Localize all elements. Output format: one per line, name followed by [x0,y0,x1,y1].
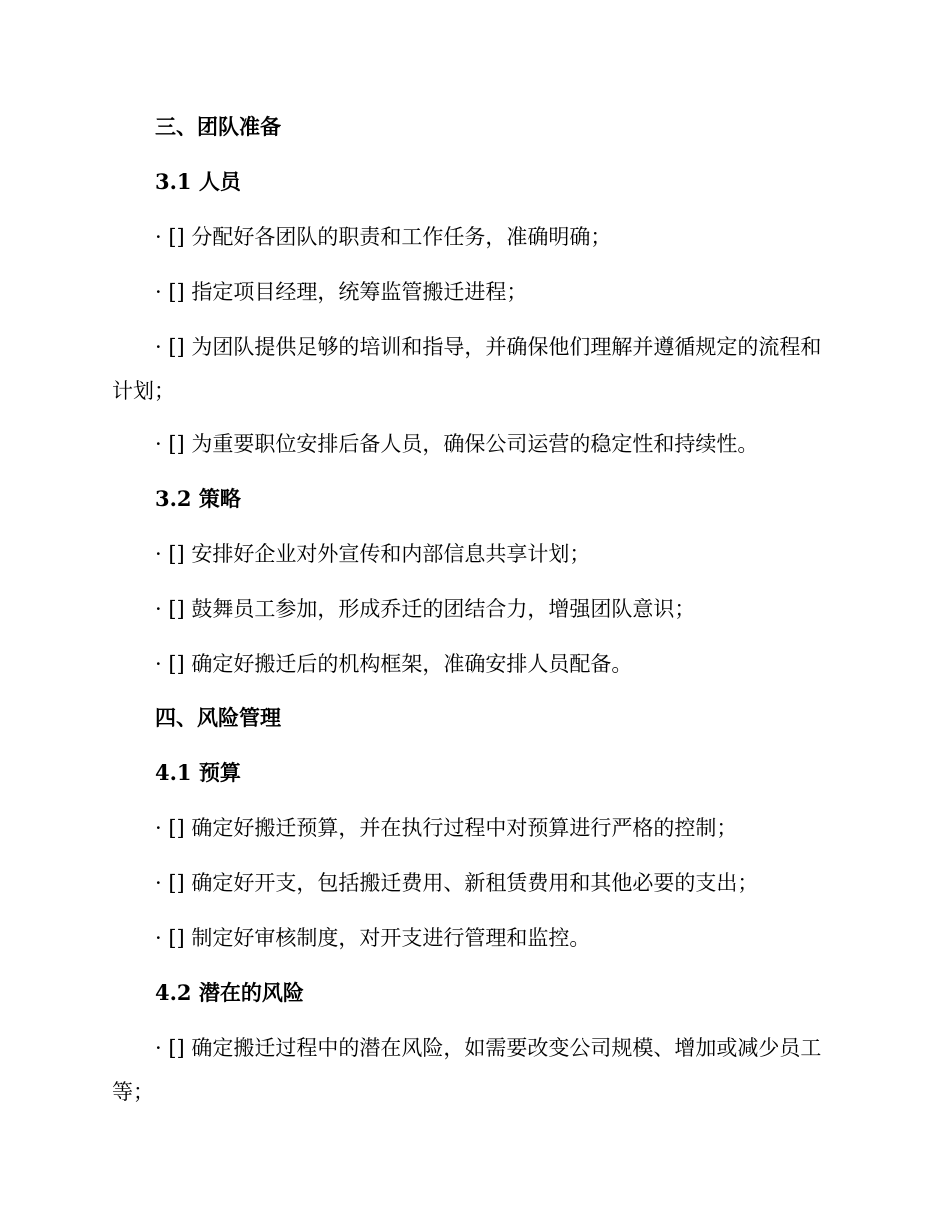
subsection-3-1-heading: 3.1 人员 [155,169,241,194]
subsection-4-2-heading: 4.2 潜在的风险 [155,980,304,1005]
subsection-4-1-heading: 4.1 预算 [155,760,241,785]
list-item: · [] 确定好搬迁预算，并在执行过程中对预算进行严格的控制； [155,816,738,840]
list-item: · [] 确定好搬迁后的机构框架，准确安排人员配备。 [155,652,633,676]
list-item: · [] 制定好审核制度，对开支进行管理和监控。 [155,926,591,950]
section-3-heading: 三、团队准备 [155,114,281,139]
list-item: · [] 安排好企业对外宣传和内部信息共享计划； [155,542,591,566]
list-item: · [] 确定好开支，包括搬迁费用、新租赁费用和其他必要的支出； [155,871,759,895]
section-4-heading: 四、风险管理 [155,705,281,730]
list-item: · [] 为团队提供足够的培训和指导，并确保他们理解并遵循规定的流程和计划； [112,335,822,403]
list-item: · [] 指定项目经理，统筹监管搬迁进程； [155,280,528,304]
list-item: · [] 确定搬迁过程中的潜在风险，如需要改变公司规模、增加或减少员工等； [112,1036,822,1104]
subsection-3-2-heading: 3.2 策略 [155,486,241,511]
list-item: · [] 分配好各团队的职责和工作任务，准确明确； [155,225,612,249]
list-item: · [] 鼓舞员工参加，形成乔迁的团结合力，增强团队意识； [155,597,696,621]
list-item: · [] 为重要职位安排后备人员，确保公司运营的稳定性和持续性。 [155,432,759,456]
